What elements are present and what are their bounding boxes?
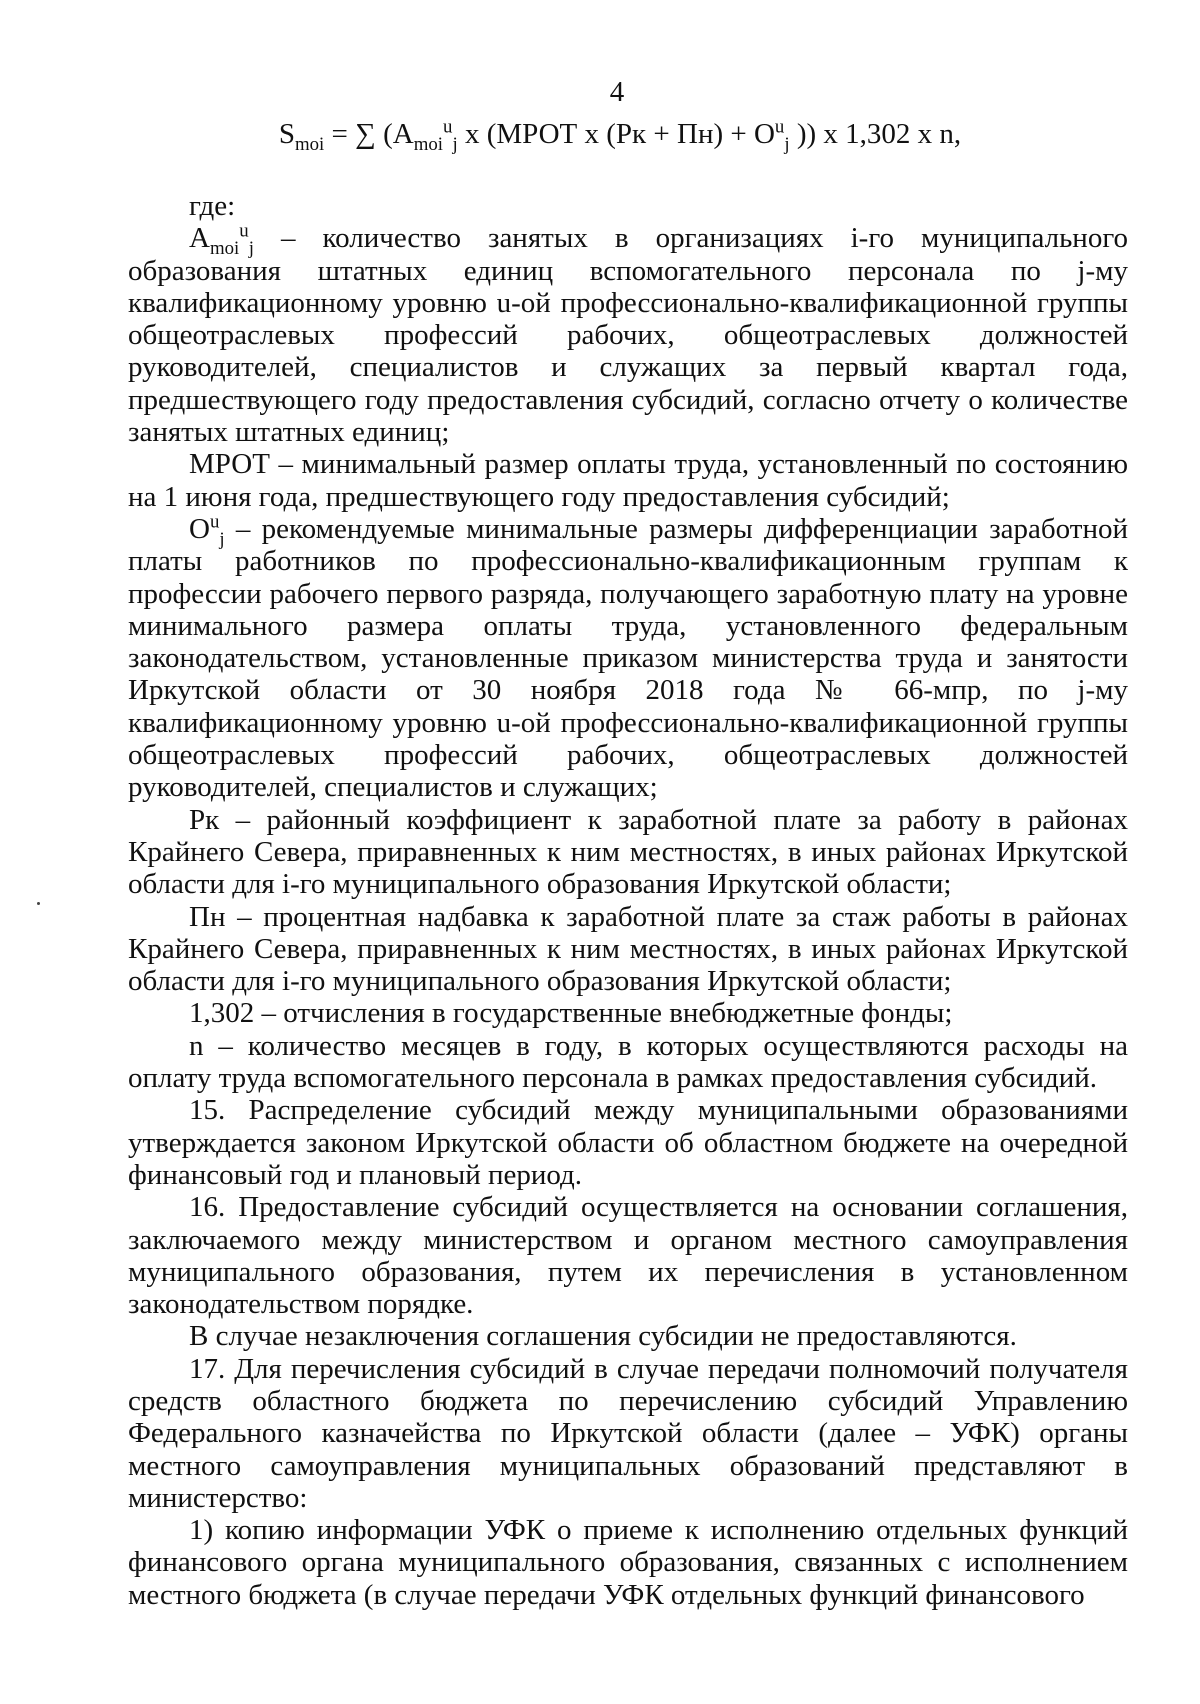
definition-pn: Пн – процентная надбавка к заработной плате за стаж работы в районах Крайнего Севера, приравненных к ним местностях, в иных районах Иркутской области для i-го муниципального образования Иркутской области; [128, 900, 1128, 998]
definition-a: $A_{moi}^u_j$ – количество занятых в организациях i-го муниципального образования штатных единиц вспомогательного персонала по j-му квалификационному уровню u-ой профессионально-квалификационной группы общеотраслевых профессий рабочих, общеотраслевых должностей руководителей, специалистов и служащих за первый квартал года, предшествующего году предоставления субсидий, согласно отчету о количестве занятых штатных единиц; [128, 220, 1128, 449]
definition-coef: 1,302 – отчисления в государственные внебюджетные фонды; [189, 997, 953, 1030]
definition-mrot: МРОТ – минимальный размер оплаты труда, установленный по состоянию на 1 июня года, предшествующего году предоставления субсидий; [128, 448, 1128, 513]
paragraph-15: 15. Распределение субсидий между муниципальными образованиями утверждается законом Иркутской области об областном бюджете на очередной финансовый год и плановый период. [128, 1094, 1128, 1191]
paragraph-17-item-1: 1) копию информации УФК о приеме к исполнению отдельных функций финансового органа муниципального образования, связанных с исполнением местного бюджета (в случае передачи УФК отдельных функций финансового [128, 1514, 1128, 1611]
document-body [128, 190, 1128, 1611]
where-label: где: [189, 190, 236, 222]
scan-speck [37, 902, 40, 905]
paragraph-16-note: В случае незаключения соглашения субсидии не предоставляются. [189, 1320, 1017, 1353]
definition-o: $О^u_j$ – рекомендуемые минимальные размеры дифференциации заработной платы работников по профессионально-квалификационным группам к профессии рабочего первого разряда, получающего заработную плату на уровне минимального размера оплаты труда, установленного федеральным законодательством, установленные приказом министерства труда и занятости Иркутской области от 30 ноября 2018 года № 66-мпр, по j-му квалификационному уровню u-ой профессионально-квалификационной группы общеотраслевых профессий рабочих, общеотраслевых должностей руководителей, специалистов и служащих; [128, 511, 1128, 804]
definition-n: n – количество месяцев в году, в которых осуществляются расходы на оплату труда вспомогательного персонала в рамках предоставления субсидий. [128, 1029, 1128, 1095]
paragraph-17: 17. Для перечисления субсидий в случае передачи полномочий получателя средств областного бюджета по перечислению субсидий Управлению Федерального казначейства по Иркутской области (далее – УФК) органы местного самоуправления муниципальных образований представляют в министерство: [128, 1352, 1128, 1514]
paragraph-16: 16. Предоставление субсидий осуществляется на основании соглашения, заключаемого между министерством и органом местного самоуправления муниципального образования, путем их перечисления в установленном законодательством порядке. [128, 1191, 1128, 1321]
subsidy-formula: $S_{moi}$ = ∑ ($A_{moi}^u_j$ x (МРОТ x $(Рк + Пн) + О^u_j$ )) x 1,302 x n, [278, 116, 962, 155]
page-number: 4 [609, 76, 625, 108]
definition-rk: Рк – районный коэффициент к заработной плате за работу в районах Крайнего Севера, приравненных к ним местностях, в иных районах Иркутской области для i-го муниципального образования Иркутской области; [128, 803, 1128, 901]
